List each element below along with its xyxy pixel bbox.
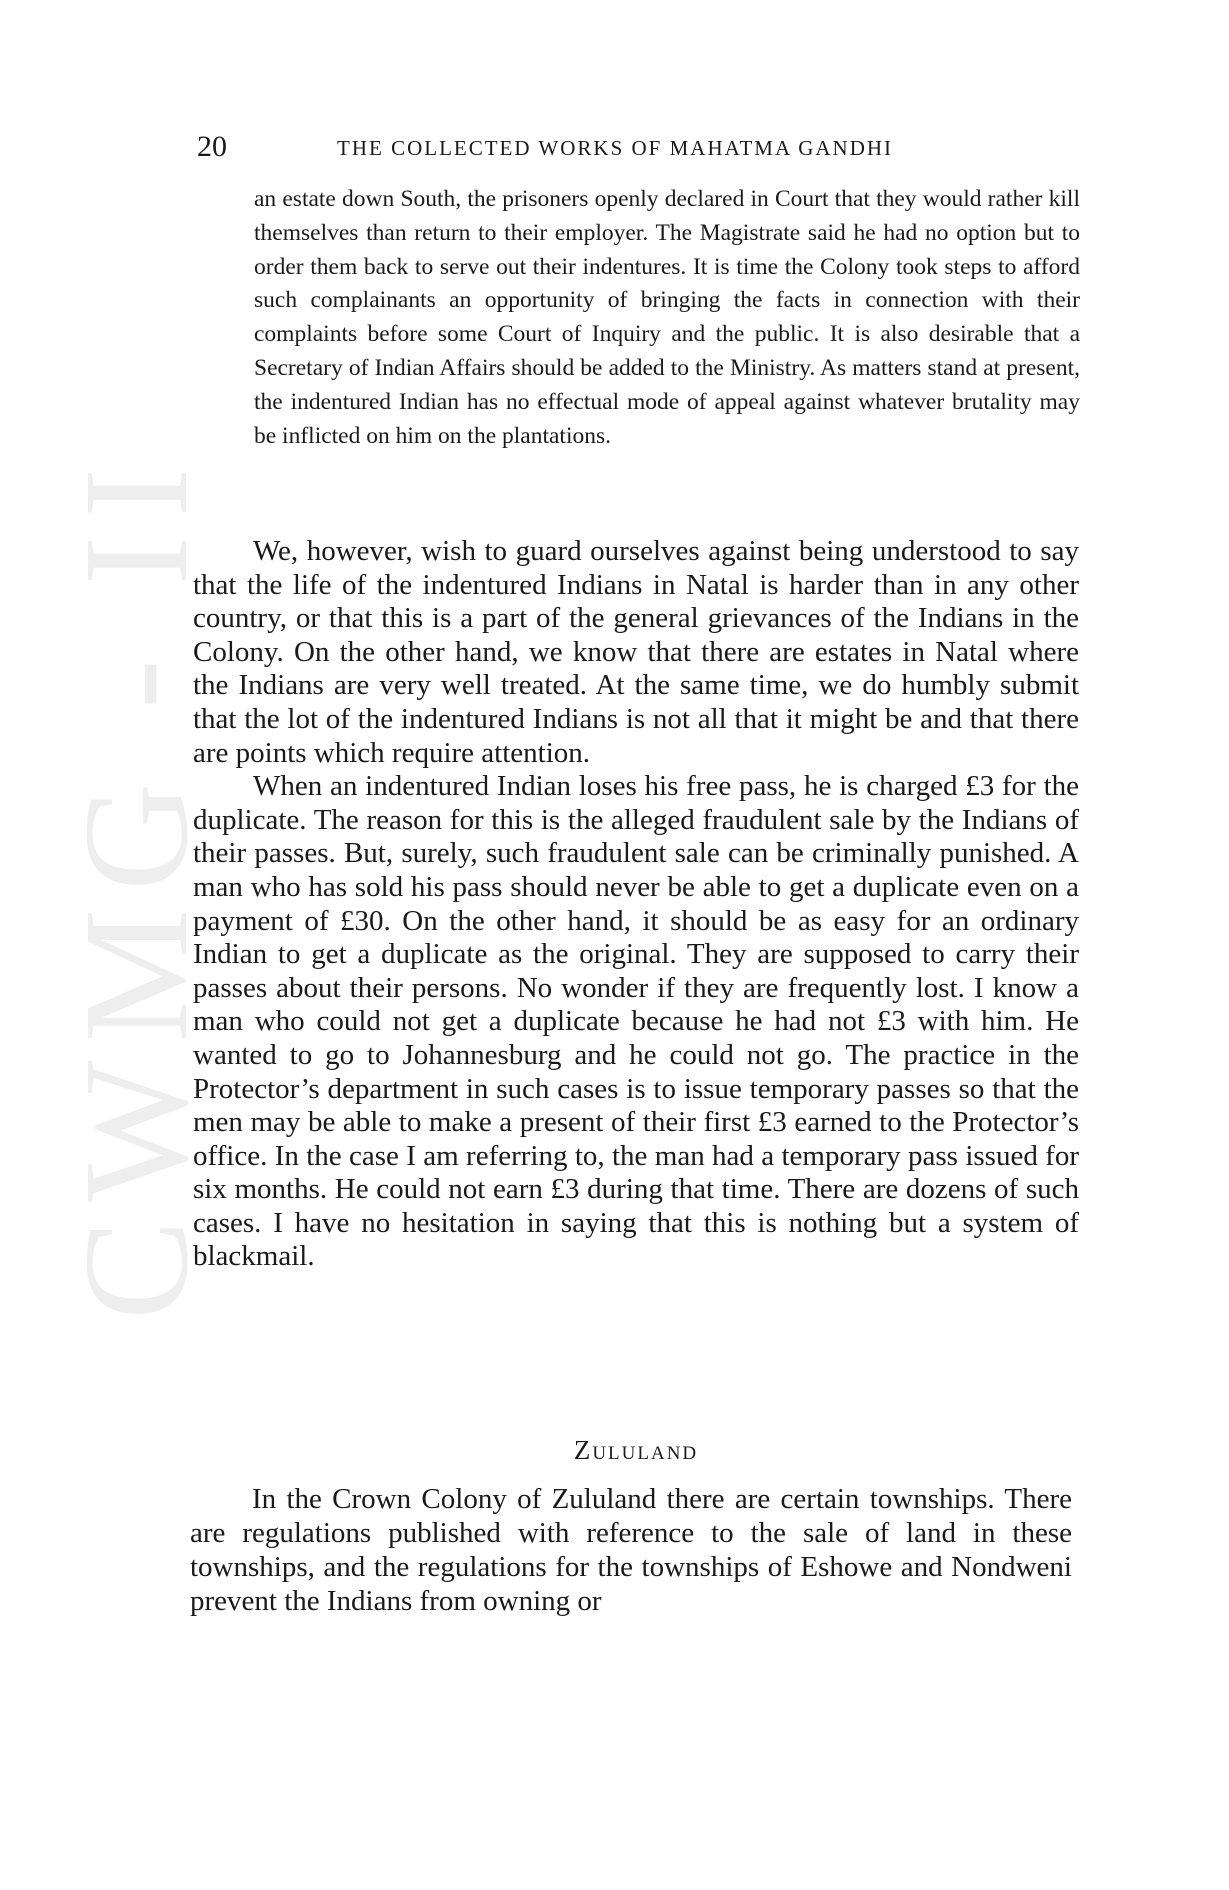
paragraph: We, however, wish to guard ourselves against being understood to say that the life of the indentured Indians in Natal is harder than in any other country, or that this is a part of the general grievances of the Indians in the Colony. On the other hand, we know that there are estates in Natal where the Indians are very well treated. At the same time, we do humbly submit that the lot of the indentured Indians is not all that it might be and that there are points which require attention. — [193, 535, 1079, 769]
paragraph: In the Crown Colony of Zululand there are certain townships. There are regulations published with reference to the sale of land in these townships, and the regulations for the townships of Eshowe and Nondweni prevent the Indians from owning or — [190, 1483, 1072, 1617]
page-number: 20 — [197, 130, 227, 163]
section-heading: Zululand — [573, 1435, 699, 1465]
paragraph: When an indentured Indian loses his free pass, he is charged £3 for the duplicate. The reason for this is the alleged fraudulent sale by the Indians of their passes. But, surely, such fraudulent sale can be criminally punished. A man who has sold his pass should never be able to get a duplicate even on a payment of £30. On the other hand, it should be as easy for an ordinary Indian to get a duplicate as the original. They are supposed to carry their passes about their persons. No wonder if they are frequently lost. I know a man who could not get a duplicate because he had not £3 with him. He wanted to go to Johannesburg and he could not go. The practice in the Protector’s department in such cases is to issue temporary passes so that the men may be able to make a present of their first £3 earned to the Protector’s office. In the case I am referring to, the man had a temporary pass issued for six months. He could not earn £3 during that time. There are dozens of such cases. I have no hesitation in saying that this is nothing but a system of blackmail. — [193, 770, 1079, 1273]
body-text — [193, 535, 1079, 1274]
section-body — [190, 1482, 1072, 1618]
running-title: THE COLLECTED WORKS OF MAHATMA GANDHI — [337, 136, 894, 160]
watermark: CWMG - II — [53, 449, 219, 1320]
block-quote: an estate down South, the prisoners openly declared in Court that they would rather kill themselves than return to their employer. The Magistrate said he had no option but to order them back to serve out their indentures. It is time the Colony took steps to afford such complainants an opportunity of bringing the facts in connection with their complaints before some Court of Inquiry and the public. It is also desirable that a Secretary of Indian Affairs should be added to the Ministry. As matters stand at present, the indentured Indian has no effectual mode of appeal against whatever brutality may be inflicted on him on the plantations. — [254, 186, 1080, 449]
page-header — [197, 130, 1077, 170]
